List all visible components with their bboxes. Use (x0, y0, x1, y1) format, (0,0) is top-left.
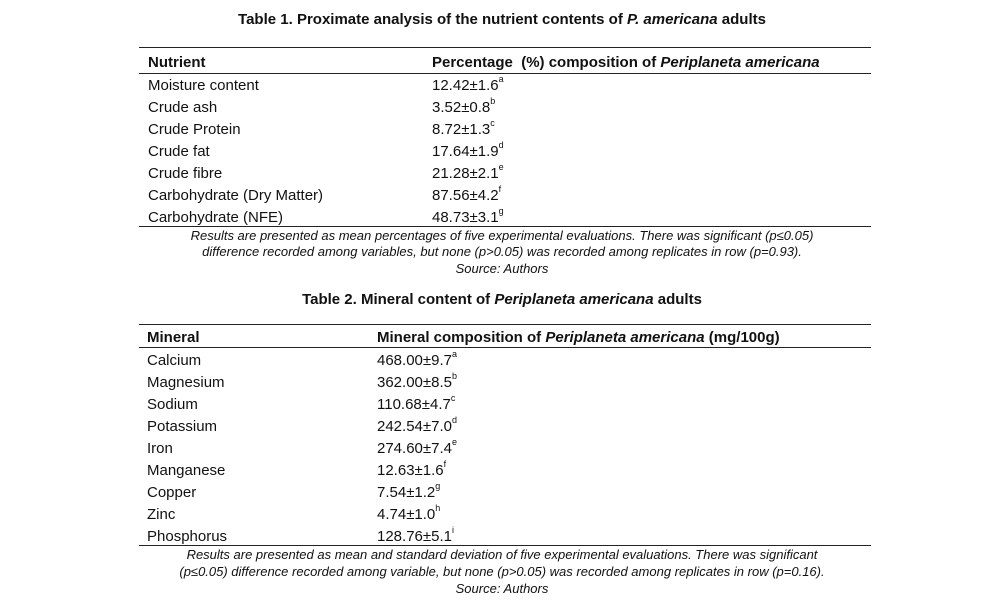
table2-row-value (377, 481, 441, 502)
table2-row-value (377, 437, 457, 458)
table1-col1-header: Nutrient (148, 54, 206, 71)
table2-row-name: Manganese (147, 462, 226, 479)
table2-row-value (377, 371, 457, 392)
table2-row-name: Phosphorus (147, 528, 228, 545)
table2-col2-header-prefix: Mineral composition of (377, 329, 546, 346)
table2-row-value (377, 349, 457, 370)
table2-row-value-sup: i (451, 525, 454, 535)
table1-row-value (432, 162, 504, 183)
table1-top-rule (139, 47, 871, 48)
table1-col2-header-prefix: Percentage (%) composition of (432, 54, 661, 71)
table2-row-value-sup: a (451, 349, 457, 359)
table2-note-line1: Results are presented as mean and standard deviation of five experimental evaluations. There was significant (186, 547, 818, 562)
table2-col1-header: Mineral (147, 329, 200, 346)
table2-caption-species: Periplaneta americana (494, 291, 654, 308)
table2-row-value (377, 459, 447, 480)
table2-header-rule (139, 347, 871, 348)
table2-source: Source: Authors (455, 581, 549, 596)
table2-row-value-number: 110.68±4.7 (377, 396, 451, 413)
table2-row-value-number: 242.54±7.0 (377, 418, 452, 435)
table1-caption-prefix: Table 1. Proximate analysis of the nutrient contents of (238, 11, 627, 28)
table1-row-name: Crude ash (148, 99, 218, 116)
table2-row-name: Calcium (147, 352, 202, 369)
table2-row-value-sup: g (435, 481, 441, 491)
table1-row-value-number: 3.52±0.8 (432, 99, 491, 116)
table2-col2-header-species: Periplaneta americana (545, 329, 705, 346)
table2-row-name: Magnesium (147, 374, 225, 391)
table1-row-value (432, 140, 504, 161)
table1-row-value-sup: e (498, 162, 504, 172)
table2-row-value-number: 274.60±7.4 (377, 440, 452, 457)
table1-row-value-number: 21.28±2.1 (432, 165, 499, 182)
table1-source: Source: Authors (455, 261, 549, 276)
table1-note-line2: difference recorded among variables, but none (p>0.05) was recorded among replicates in row (p=0.93). (202, 244, 802, 259)
table1-row-value-number: 17.64±1.9 (432, 143, 499, 160)
table1-caption (0, 11, 1004, 29)
table1-col2-header (432, 54, 820, 72)
table2-note-line2: (p≤0.05) difference recorded among variable, but none (p>0.05) was recorded among replicates in row (p=0.16). (179, 564, 825, 579)
table1-row-value (432, 184, 502, 205)
table2-row-value-number: 12.63±1.6 (377, 462, 444, 479)
table1-row-value (432, 74, 504, 95)
table1-row-name: Crude Protein (148, 121, 241, 138)
table2-row-name: Copper (147, 484, 197, 501)
table1-caption-species: P. americana (627, 11, 718, 28)
table2-top-rule (139, 324, 871, 325)
table2-col2-header-suffix: (mg/100g) (704, 329, 780, 346)
table1-note-line1: Results are presented as mean percentages of five experimental evaluations. There was significant (p≤0.05) (190, 228, 814, 243)
table2-row-value-number: 4.74±1.0 (377, 506, 436, 523)
table2-row-value-sup: b (451, 371, 457, 381)
table1-row-name: Crude fibre (148, 165, 223, 182)
table2-row-value-sup: h (435, 503, 441, 513)
table1-header-rule (139, 73, 871, 74)
table2-row-name: Zinc (147, 506, 176, 523)
table1-row-value-sup: g (498, 206, 504, 216)
table1-row-value-number: 8.72±1.3 (432, 121, 491, 138)
table1-row-value (432, 118, 495, 139)
table1-row-name: Carbohydrate (Dry Matter) (148, 187, 324, 204)
table2-row-value (377, 503, 441, 524)
table2-row-value-sup: c (450, 393, 456, 403)
table1-row-value-number: 87.56±4.2 (432, 187, 499, 204)
table1-row-value-number: 12.42±1.6 (432, 77, 499, 94)
table1-row-value-number: 48.73±3.1 (432, 209, 499, 226)
table1-row-value-sup: a (498, 74, 504, 84)
table1-row-name: Crude fat (148, 143, 210, 160)
table2-row-value-sup: e (451, 437, 457, 447)
table1-caption-suffix: adults (717, 11, 766, 28)
table1-row-value-sup: f (498, 184, 502, 194)
table2-row-value-sup: d (451, 415, 457, 425)
table2-col2-header (377, 329, 780, 347)
table1-row-value (432, 206, 504, 227)
table2-row-value-number: 7.54±1.2 (377, 484, 436, 501)
table2-row-name: Sodium (147, 396, 198, 413)
table1-row-name: Carbohydrate (NFE) (148, 209, 284, 226)
table2-row-value-number: 468.00±9.7 (377, 352, 452, 369)
table2-row-value (377, 415, 457, 436)
table2-caption-suffix: adults (653, 291, 702, 308)
table2-row-name: Potassium (147, 418, 218, 435)
table2-row-value-number: 128.76±5.1 (377, 528, 452, 545)
table2-row-value (377, 393, 456, 414)
table2-bottom-rule (139, 545, 871, 546)
table1-row-value-sup: d (498, 140, 504, 150)
table1-bottom-rule (139, 226, 871, 227)
table2-row-name: Iron (147, 440, 173, 457)
table2-row-value-sup: f (443, 459, 447, 469)
table1-row-value-sup: c (490, 118, 495, 128)
table2-row-value-number: 362.00±8.5 (377, 374, 452, 391)
table1-row-value (432, 96, 496, 117)
table1-row-value-sup: b (490, 96, 496, 106)
table2-caption (0, 291, 1004, 309)
table1-row-name: Moisture content (148, 77, 259, 94)
table2-caption-prefix: Table 2. Mineral content of (302, 291, 495, 308)
table2-row-value (377, 525, 454, 546)
table1-col2-header-species: Periplaneta americana (660, 54, 820, 71)
